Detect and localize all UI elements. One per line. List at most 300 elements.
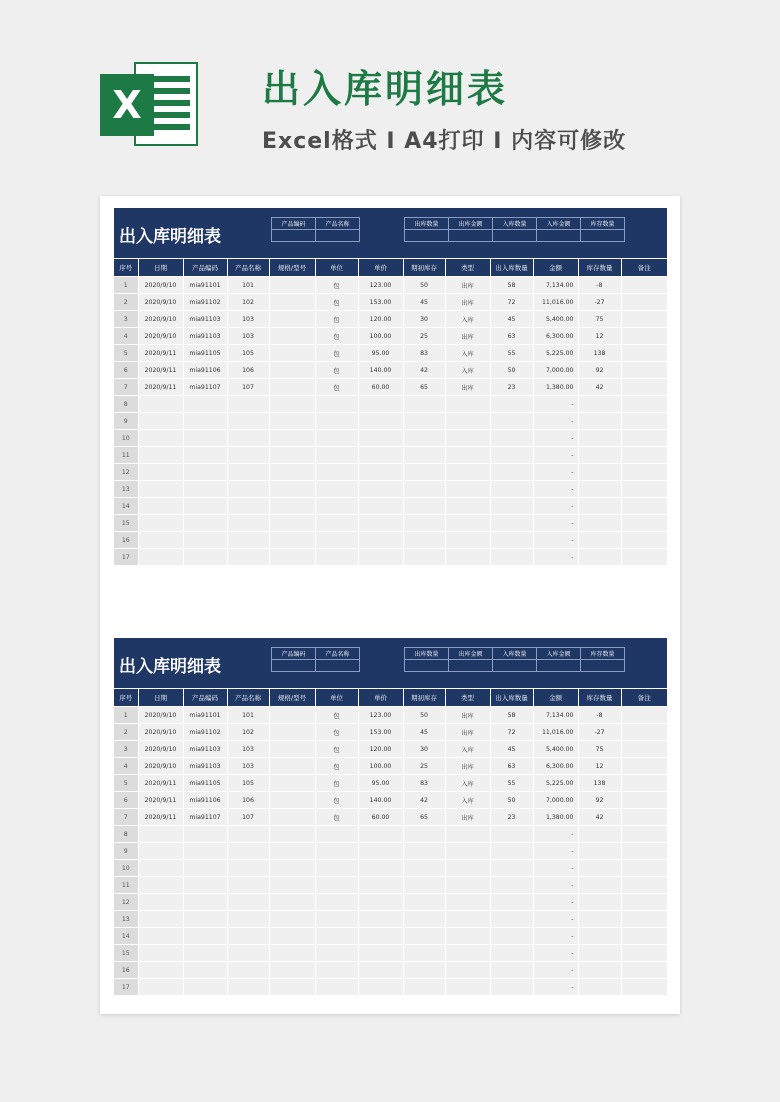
table-cell[interactable]: -	[533, 413, 578, 430]
table-cell[interactable]	[578, 894, 621, 911]
table-cell[interactable]: 12	[578, 328, 621, 345]
table-cell[interactable]: 6,300.00	[533, 328, 578, 345]
table-cell[interactable]: 45	[403, 724, 445, 741]
table-cell[interactable]	[445, 843, 490, 860]
table-cell[interactable]: -	[533, 962, 578, 979]
table-cell[interactable]	[315, 962, 358, 979]
table-cell[interactable]	[315, 877, 358, 894]
table-cell[interactable]	[269, 707, 315, 724]
table-cell[interactable]	[227, 877, 269, 894]
table-cell[interactable]: 包	[315, 311, 358, 328]
table-cell[interactable]: mia91101	[183, 277, 227, 294]
table-cell[interactable]: 42	[578, 809, 621, 826]
table-cell[interactable]	[183, 532, 227, 549]
table-cell[interactable]: 55	[490, 775, 533, 792]
table-cell[interactable]	[183, 464, 227, 481]
table-cell[interactable]: 出库	[445, 809, 490, 826]
table-cell[interactable]	[227, 945, 269, 962]
table-cell[interactable]: 2020/9/10	[138, 311, 183, 328]
table-cell[interactable]	[183, 430, 227, 447]
table-cell[interactable]	[138, 413, 183, 430]
table-cell[interactable]	[621, 396, 667, 413]
table-cell[interactable]: 138	[578, 775, 621, 792]
table-cell[interactable]	[183, 826, 227, 843]
summary-value[interactable]	[316, 230, 360, 242]
table-cell[interactable]: 50	[490, 792, 533, 809]
table-cell[interactable]	[358, 481, 403, 498]
table-cell[interactable]: 30	[403, 311, 445, 328]
table-cell[interactable]: 2020/9/10	[138, 758, 183, 775]
table-cell[interactable]: 包	[315, 809, 358, 826]
table-cell[interactable]: 42	[403, 792, 445, 809]
table-cell[interactable]	[490, 843, 533, 860]
table-cell[interactable]	[315, 396, 358, 413]
table-cell[interactable]: 65	[403, 379, 445, 396]
table-cell[interactable]: 55	[490, 345, 533, 362]
table-cell[interactable]	[490, 498, 533, 515]
table-cell[interactable]: -	[533, 894, 578, 911]
table-cell[interactable]	[183, 498, 227, 515]
table-cell[interactable]	[358, 430, 403, 447]
table-cell[interactable]: 60.00	[358, 379, 403, 396]
table-cell[interactable]	[621, 498, 667, 515]
table-cell[interactable]	[445, 413, 490, 430]
summary-value[interactable]	[272, 230, 316, 242]
table-cell[interactable]	[578, 826, 621, 843]
table-cell[interactable]	[138, 396, 183, 413]
table-cell[interactable]	[403, 447, 445, 464]
table-cell[interactable]	[138, 549, 183, 566]
table-cell[interactable]	[445, 396, 490, 413]
table-cell[interactable]	[445, 464, 490, 481]
table-cell[interactable]	[490, 860, 533, 877]
table-cell[interactable]	[269, 758, 315, 775]
table-cell[interactable]	[358, 928, 403, 945]
table-cell[interactable]	[490, 549, 533, 566]
table-cell[interactable]	[490, 481, 533, 498]
table-cell[interactable]	[227, 962, 269, 979]
table-cell[interactable]	[358, 464, 403, 481]
table-cell[interactable]	[183, 481, 227, 498]
table-cell[interactable]: 包	[315, 775, 358, 792]
table-cell[interactable]	[621, 809, 667, 826]
table-cell[interactable]: 出库	[445, 277, 490, 294]
table-cell[interactable]	[138, 481, 183, 498]
table-cell[interactable]	[227, 464, 269, 481]
table-cell[interactable]: 1,380.00	[533, 379, 578, 396]
table-cell[interactable]: 140.00	[358, 362, 403, 379]
table-cell[interactable]	[227, 549, 269, 566]
table-cell[interactable]: -	[533, 860, 578, 877]
table-cell[interactable]	[269, 277, 315, 294]
table-cell[interactable]	[490, 894, 533, 911]
table-cell[interactable]	[183, 843, 227, 860]
table-cell[interactable]: mia91107	[183, 809, 227, 826]
table-cell[interactable]	[403, 826, 445, 843]
table-cell[interactable]: 72	[490, 294, 533, 311]
table-cell[interactable]: 11,016.00	[533, 724, 578, 741]
table-cell[interactable]: -27	[578, 724, 621, 741]
table-cell[interactable]	[578, 396, 621, 413]
table-cell[interactable]	[578, 962, 621, 979]
table-cell[interactable]	[315, 979, 358, 996]
table-cell[interactable]	[138, 928, 183, 945]
table-cell[interactable]: 2020/9/10	[138, 328, 183, 345]
table-cell[interactable]	[183, 911, 227, 928]
table-cell[interactable]: 5,400.00	[533, 311, 578, 328]
table-cell[interactable]	[445, 532, 490, 549]
table-cell[interactable]	[403, 396, 445, 413]
table-cell[interactable]: 83	[403, 345, 445, 362]
table-cell[interactable]: -	[533, 979, 578, 996]
table-cell[interactable]: 100.00	[358, 758, 403, 775]
table-cell[interactable]: mia91106	[183, 362, 227, 379]
table-cell[interactable]: 包	[315, 328, 358, 345]
table-cell[interactable]: -	[533, 843, 578, 860]
table-cell[interactable]	[183, 979, 227, 996]
table-cell[interactable]	[315, 894, 358, 911]
table-cell[interactable]: 5,400.00	[533, 741, 578, 758]
table-cell[interactable]	[578, 549, 621, 566]
table-cell[interactable]	[269, 549, 315, 566]
table-cell[interactable]: mia91106	[183, 792, 227, 809]
table-cell[interactable]: 入库	[445, 311, 490, 328]
table-cell[interactable]: 2020/9/10	[138, 707, 183, 724]
table-cell[interactable]: 包	[315, 379, 358, 396]
table-cell[interactable]: 102	[227, 294, 269, 311]
table-cell[interactable]: 包	[315, 758, 358, 775]
table-cell[interactable]: 23	[490, 809, 533, 826]
table-cell[interactable]	[621, 928, 667, 945]
table-cell[interactable]	[403, 498, 445, 515]
table-cell[interactable]	[621, 515, 667, 532]
table-cell[interactable]	[227, 396, 269, 413]
table-cell[interactable]: 2020/9/10	[138, 724, 183, 741]
table-cell[interactable]: 58	[490, 277, 533, 294]
table-cell[interactable]	[621, 945, 667, 962]
table-cell[interactable]	[269, 894, 315, 911]
table-cell[interactable]	[269, 860, 315, 877]
table-cell[interactable]: -	[533, 877, 578, 894]
table-cell[interactable]	[269, 430, 315, 447]
table-cell[interactable]	[358, 860, 403, 877]
table-cell[interactable]: -	[533, 481, 578, 498]
table-cell[interactable]	[621, 877, 667, 894]
table-cell[interactable]	[315, 413, 358, 430]
table-cell[interactable]: 2020/9/10	[138, 294, 183, 311]
table-cell[interactable]: 107	[227, 809, 269, 826]
table-cell[interactable]: 入库	[445, 775, 490, 792]
table-cell[interactable]: 2020/9/10	[138, 277, 183, 294]
table-cell[interactable]	[315, 843, 358, 860]
table-cell[interactable]	[269, 311, 315, 328]
table-cell[interactable]: mia91101	[183, 707, 227, 724]
table-cell[interactable]	[621, 843, 667, 860]
table-cell[interactable]	[445, 877, 490, 894]
summary-value[interactable]	[493, 230, 537, 242]
table-cell[interactable]: 72	[490, 724, 533, 741]
table-cell[interactable]	[269, 877, 315, 894]
table-cell[interactable]	[358, 826, 403, 843]
summary-value[interactable]	[581, 660, 625, 672]
table-cell[interactable]	[138, 962, 183, 979]
table-cell[interactable]	[621, 979, 667, 996]
table-cell[interactable]	[358, 447, 403, 464]
table-cell[interactable]	[358, 843, 403, 860]
table-cell[interactable]	[269, 345, 315, 362]
table-cell[interactable]: 2020/9/10	[138, 741, 183, 758]
table-cell[interactable]: 2020/9/11	[138, 379, 183, 396]
summary-value[interactable]	[405, 230, 449, 242]
table-cell[interactable]	[358, 979, 403, 996]
table-cell[interactable]	[269, 464, 315, 481]
table-cell[interactable]: 140.00	[358, 792, 403, 809]
table-cell[interactable]	[269, 911, 315, 928]
table-cell[interactable]	[621, 311, 667, 328]
table-cell[interactable]: 包	[315, 792, 358, 809]
table-cell[interactable]	[621, 549, 667, 566]
table-cell[interactable]: -	[533, 911, 578, 928]
summary-value[interactable]	[537, 660, 581, 672]
summary-value[interactable]	[405, 660, 449, 672]
table-cell[interactable]	[183, 396, 227, 413]
table-cell[interactable]: 25	[403, 758, 445, 775]
table-cell[interactable]: 23	[490, 379, 533, 396]
table-cell[interactable]	[269, 741, 315, 758]
table-cell[interactable]	[227, 481, 269, 498]
table-cell[interactable]: 12	[578, 758, 621, 775]
table-cell[interactable]: 102	[227, 724, 269, 741]
table-cell[interactable]: -	[533, 826, 578, 843]
table-cell[interactable]	[578, 532, 621, 549]
table-cell[interactable]	[358, 962, 403, 979]
summary-value[interactable]	[316, 660, 360, 672]
table-cell[interactable]: 25	[403, 328, 445, 345]
table-cell[interactable]	[269, 792, 315, 809]
table-cell[interactable]	[490, 911, 533, 928]
table-cell[interactable]: mia91105	[183, 345, 227, 362]
table-cell[interactable]: 95.00	[358, 345, 403, 362]
table-cell[interactable]: mia91103	[183, 328, 227, 345]
table-cell[interactable]: 105	[227, 345, 269, 362]
table-cell[interactable]: 92	[578, 792, 621, 809]
table-cell[interactable]	[138, 945, 183, 962]
table-cell[interactable]: 30	[403, 741, 445, 758]
table-cell[interactable]	[578, 860, 621, 877]
table-cell[interactable]	[621, 741, 667, 758]
table-cell[interactable]	[269, 724, 315, 741]
table-cell[interactable]	[578, 979, 621, 996]
table-cell[interactable]	[621, 430, 667, 447]
table-cell[interactable]	[578, 911, 621, 928]
table-cell[interactable]	[269, 775, 315, 792]
table-cell[interactable]: -8	[578, 707, 621, 724]
table-cell[interactable]	[578, 877, 621, 894]
table-cell[interactable]: 11,016.00	[533, 294, 578, 311]
table-cell[interactable]	[269, 481, 315, 498]
table-cell[interactable]	[403, 430, 445, 447]
table-cell[interactable]	[578, 430, 621, 447]
table-cell[interactable]	[227, 515, 269, 532]
table-cell[interactable]	[403, 464, 445, 481]
table-cell[interactable]	[138, 515, 183, 532]
table-cell[interactable]	[490, 447, 533, 464]
table-cell[interactable]: 45	[490, 741, 533, 758]
table-cell[interactable]	[358, 532, 403, 549]
table-cell[interactable]	[269, 515, 315, 532]
table-cell[interactable]	[269, 809, 315, 826]
table-cell[interactable]: 42	[578, 379, 621, 396]
table-cell[interactable]	[138, 843, 183, 860]
table-cell[interactable]: -	[533, 928, 578, 945]
table-cell[interactable]	[490, 396, 533, 413]
summary-value[interactable]	[449, 230, 493, 242]
table-cell[interactable]: 63	[490, 758, 533, 775]
table-cell[interactable]	[269, 928, 315, 945]
table-cell[interactable]	[445, 498, 490, 515]
summary-value[interactable]	[272, 660, 316, 672]
table-cell[interactable]	[403, 894, 445, 911]
table-cell[interactable]: -27	[578, 294, 621, 311]
table-cell[interactable]	[269, 843, 315, 860]
table-cell[interactable]	[578, 928, 621, 945]
table-cell[interactable]: 包	[315, 294, 358, 311]
table-cell[interactable]	[138, 894, 183, 911]
table-cell[interactable]: 83	[403, 775, 445, 792]
table-cell[interactable]	[138, 979, 183, 996]
table-cell[interactable]	[183, 549, 227, 566]
table-cell[interactable]	[578, 447, 621, 464]
table-cell[interactable]: 100.00	[358, 328, 403, 345]
table-cell[interactable]	[621, 277, 667, 294]
table-cell[interactable]	[138, 826, 183, 843]
table-cell[interactable]	[315, 549, 358, 566]
table-cell[interactable]	[315, 911, 358, 928]
table-cell[interactable]: 107	[227, 379, 269, 396]
summary-value[interactable]	[537, 230, 581, 242]
table-cell[interactable]: 101	[227, 277, 269, 294]
table-cell[interactable]: 出库	[445, 379, 490, 396]
table-cell[interactable]	[621, 294, 667, 311]
table-cell[interactable]	[315, 860, 358, 877]
table-cell[interactable]: 50	[403, 277, 445, 294]
table-cell[interactable]	[621, 826, 667, 843]
table-cell[interactable]	[358, 413, 403, 430]
table-cell[interactable]: 106	[227, 792, 269, 809]
table-cell[interactable]: 45	[490, 311, 533, 328]
table-cell[interactable]	[621, 379, 667, 396]
table-cell[interactable]	[183, 928, 227, 945]
table-cell[interactable]: 包	[315, 277, 358, 294]
table-cell[interactable]	[445, 860, 490, 877]
table-cell[interactable]	[490, 962, 533, 979]
table-cell[interactable]: 63	[490, 328, 533, 345]
table-cell[interactable]	[490, 532, 533, 549]
table-cell[interactable]	[445, 430, 490, 447]
table-cell[interactable]	[227, 413, 269, 430]
table-cell[interactable]	[269, 379, 315, 396]
table-cell[interactable]	[227, 447, 269, 464]
table-cell[interactable]: mia91103	[183, 758, 227, 775]
table-cell[interactable]	[269, 532, 315, 549]
table-cell[interactable]	[227, 979, 269, 996]
table-cell[interactable]	[269, 826, 315, 843]
table-cell[interactable]	[445, 515, 490, 532]
table-cell[interactable]	[227, 430, 269, 447]
table-cell[interactable]	[315, 928, 358, 945]
table-cell[interactable]	[315, 481, 358, 498]
table-cell[interactable]: 120.00	[358, 311, 403, 328]
table-cell[interactable]	[183, 447, 227, 464]
table-cell[interactable]	[621, 792, 667, 809]
table-cell[interactable]	[138, 532, 183, 549]
table-cell[interactable]: 75	[578, 311, 621, 328]
table-cell[interactable]	[445, 481, 490, 498]
table-cell[interactable]	[269, 294, 315, 311]
table-cell[interactable]: 包	[315, 741, 358, 758]
table-cell[interactable]	[358, 877, 403, 894]
table-cell[interactable]	[227, 826, 269, 843]
table-cell[interactable]	[358, 911, 403, 928]
table-cell[interactable]	[138, 498, 183, 515]
table-cell[interactable]: 153.00	[358, 724, 403, 741]
table-cell[interactable]: 6,300.00	[533, 758, 578, 775]
summary-value[interactable]	[493, 660, 537, 672]
table-cell[interactable]	[403, 549, 445, 566]
table-cell[interactable]	[315, 447, 358, 464]
table-cell[interactable]	[227, 498, 269, 515]
table-cell[interactable]	[445, 911, 490, 928]
table-cell[interactable]	[183, 860, 227, 877]
table-cell[interactable]	[490, 464, 533, 481]
table-cell[interactable]	[621, 413, 667, 430]
table-cell[interactable]: 包	[315, 362, 358, 379]
table-cell[interactable]	[403, 877, 445, 894]
table-cell[interactable]	[315, 498, 358, 515]
table-cell[interactable]: 75	[578, 741, 621, 758]
table-cell[interactable]	[227, 532, 269, 549]
table-cell[interactable]	[403, 481, 445, 498]
table-cell[interactable]	[621, 775, 667, 792]
table-cell[interactable]	[269, 945, 315, 962]
table-cell[interactable]	[403, 413, 445, 430]
table-cell[interactable]: 5,225.00	[533, 345, 578, 362]
table-cell[interactable]: mia91107	[183, 379, 227, 396]
table-cell[interactable]: 106	[227, 362, 269, 379]
table-cell[interactable]	[227, 860, 269, 877]
table-cell[interactable]	[358, 498, 403, 515]
table-cell[interactable]	[490, 928, 533, 945]
table-cell[interactable]	[621, 481, 667, 498]
table-cell[interactable]	[490, 945, 533, 962]
table-cell[interactable]	[315, 430, 358, 447]
table-cell[interactable]: mia91105	[183, 775, 227, 792]
table-cell[interactable]: mia91103	[183, 311, 227, 328]
table-cell[interactable]	[358, 396, 403, 413]
table-cell[interactable]	[183, 962, 227, 979]
summary-value[interactable]	[581, 230, 625, 242]
table-cell[interactable]: 入库	[445, 362, 490, 379]
table-cell[interactable]	[490, 413, 533, 430]
table-cell[interactable]	[621, 447, 667, 464]
table-cell[interactable]: 42	[403, 362, 445, 379]
table-cell[interactable]	[269, 498, 315, 515]
table-cell[interactable]	[269, 962, 315, 979]
table-cell[interactable]	[315, 945, 358, 962]
table-cell[interactable]: -	[533, 498, 578, 515]
table-cell[interactable]: 入库	[445, 345, 490, 362]
table-cell[interactable]	[621, 328, 667, 345]
